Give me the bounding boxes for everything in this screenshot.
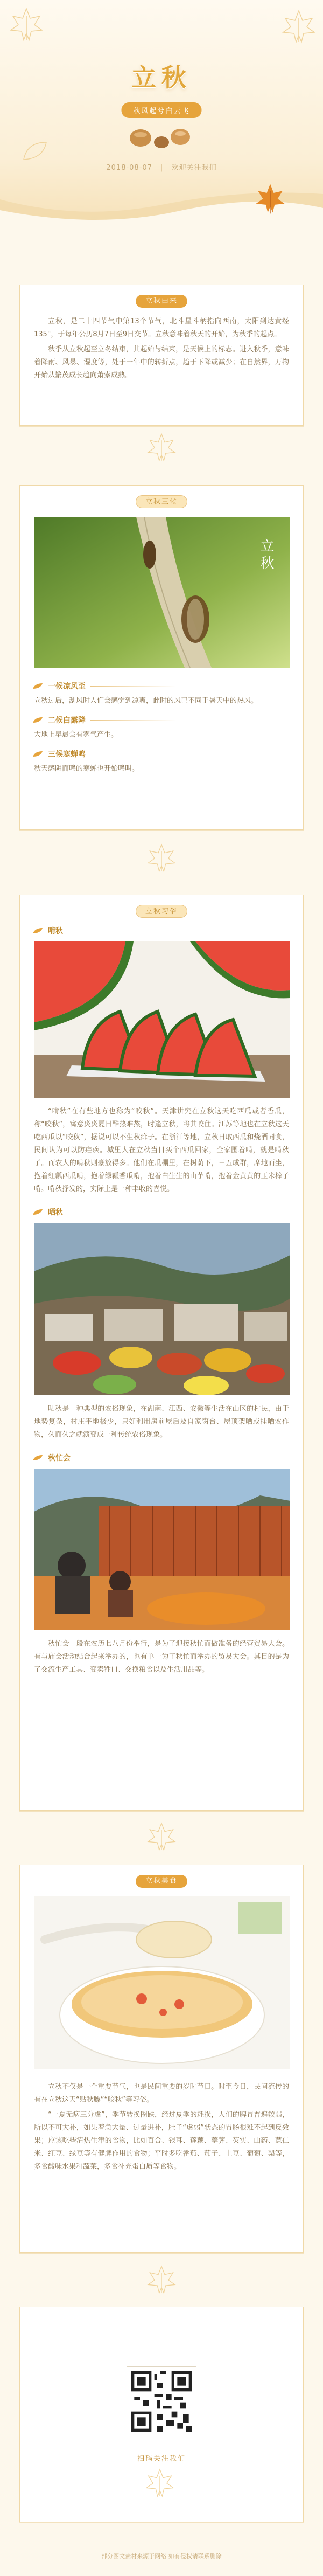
custom-text: 秋忙会一般在农历七八月份举行，是为了迎接秋忙而做准备的经营贸易大会。有与庙会活动结合起来举办的，也有单一为了秋忙而举办的贸易大会。其目的是为了交流生产工具、变卖牲口、交换粮食以及生活用品等。 <box>34 1640 289 1674</box>
watermelon-illustration <box>34 941 290 1098</box>
maple-leaf-icon <box>144 2467 176 2499</box>
qr-code-icon <box>131 2371 192 2432</box>
sanhou-card <box>19 485 304 830</box>
qr-caption: 扫码关注我们 <box>137 2455 186 2463</box>
sanhou-item-text: 大地上早晨会有雾气产生。 <box>34 731 118 739</box>
harvest-illustration <box>34 1469 290 1630</box>
qr-card <box>19 2307 304 2522</box>
footer-note: 部分图文素材来源于网络 如有侵权请联系删除 <box>101 2553 222 2560</box>
leaf-icon <box>32 1454 44 1462</box>
sun-drying-photo <box>34 1223 290 1395</box>
section-pill-food: 立秋美食 <box>136 1875 187 1888</box>
custom-text: 晒秋是一种典型的农俗现象，在湖南、江西、安徽等生活在山区的村民，由于地势复杂，村庄平地极少，只好利用房前屋后及自家窗台、屋顶架晒或挂晒农作物，久而久之就演变成一种传统农俗现象。 <box>34 1405 289 1439</box>
chestnut-icon <box>121 122 202 154</box>
custom-title: 晒秋 <box>20 1207 303 1217</box>
sanhou-item <box>20 715 303 739</box>
maple-leaf-icon <box>8 5 45 43</box>
village-illustration <box>34 1223 290 1395</box>
maple-leaf-icon <box>280 8 318 45</box>
publish-date: 2018-08-07 <box>106 164 152 172</box>
photo-caption: 立秋 <box>258 538 274 573</box>
section-pill-sanhou: 立秋三候 <box>136 495 187 508</box>
harvest-fair-photo <box>34 1469 290 1630</box>
leaf-icon <box>32 927 44 934</box>
qr-code[interactable] <box>127 2366 196 2436</box>
food-card <box>19 1865 304 2253</box>
cicada-photo <box>34 517 290 668</box>
maple-leaf-icon <box>145 431 178 463</box>
cicada-illustration <box>34 517 290 668</box>
sanhou-item <box>20 749 303 773</box>
leaf-icon <box>32 716 44 724</box>
section-pill-customs: 立秋习俗 <box>136 905 187 918</box>
intro-paragraph: 立秋，是二十四节气中第13个节气，北斗星斗柄指向西南，太阳到达黄经135°，于每年公历8月7日至9日交节。立秋意味着秋天的开始，为秋季的起点。 <box>34 317 289 338</box>
sanhou-item-title: 一候凉风至 <box>20 681 303 691</box>
follow-link[interactable]: 欢迎关注我们 <box>171 164 217 172</box>
maple-leaf-icon <box>145 2263 178 2296</box>
food-paragraph: 立秋不仅是一个重要节气，也是民间重要的岁时节日。时至今日，民间流传的有在立秋这天“贴秋膘”“咬秋”等习俗。 <box>34 2083 289 2104</box>
sanhou-item-text: 立秋过后，刮风时人们会感觉到凉爽，此时的风已不同于暑天中的热风。 <box>34 697 258 705</box>
publish-meta <box>0 162 323 172</box>
page-subtitle: 秋风起兮白云飞 <box>121 102 201 118</box>
intro-card <box>19 285 304 426</box>
page-title: 立秋 <box>131 63 192 92</box>
sanhou-list <box>20 681 303 773</box>
sanhou-item <box>20 681 303 705</box>
custom-title: 秋忙会 <box>20 1452 303 1463</box>
leaf-icon <box>32 682 44 690</box>
hero-banner <box>0 0 323 226</box>
maple-leaf-icon <box>145 1820 178 1853</box>
title-underline <box>90 686 176 687</box>
meta-separator: | <box>160 164 164 172</box>
custom-text: “啃秋”在有些地方也称为“咬秋”。天津讲究在立秋这天吃西瓜或者香瓜，称“咬秋”，寓意炎炎夏日酷热难熬，时逢立秋，将其咬住。江苏等地也在立秋这天吃西瓜以“咬秋”，据说可以不生秋痱子。在浙江等地，立秋日取西瓜和烧酒同食，民间认为可以防疟疾。城里人在立秋当日买个西瓜回家，全家围着啃，就是啃秋了。而农人的啃秋则豪放得多。他们在瓜棚里，在树荫下，三五成群，席地而坐，抱着红瓤西瓜啃，抱着绿瓤香瓜啃，抱着白生生的山芋啃，抱着金黄黄的玉米棒子啃。啃秋抒发的，实际上是一种丰收的喜悦。 <box>34 1107 289 1193</box>
soup-photo <box>34 1896 290 2069</box>
sanhou-item-text: 秋天感阴而鸣的寒蝉也开始鸣叫。 <box>34 765 139 773</box>
leaf-icon <box>32 750 44 758</box>
section-pill-intro: 立秋由来 <box>136 295 187 308</box>
title-underline <box>90 720 176 721</box>
maple-leaf-icon <box>145 842 178 874</box>
soup-illustration <box>34 1896 290 2069</box>
intro-paragraph: 秋季从立秋起至立冬结束，其起始与结束，是天候上的标志。进入秋季，意味着降雨、风暴、湿度等，处于一年中的转折点，趋于下降或减少；在自然界，万物开始从繁茂成长趋向萧索成熟。 <box>34 345 289 379</box>
customs-card <box>19 895 304 1811</box>
sanhou-item-title: 二候白露降 <box>20 715 303 725</box>
leaf-icon <box>32 1208 44 1216</box>
maple-leaf-icon <box>253 181 287 216</box>
sanhou-item-title: 三候寒蝉鸣 <box>20 749 303 759</box>
food-paragraph: “一夏无病三分虚”，季节转换圈跌，经过夏季的耗损，人们的脾胃普遍较弱，所以不可大补，如果着急大量、过量进补，肚子“虚弱”状态的胃肠很难不起到反效果；应该吃些清热生津的食物，比如百合、银耳、莲藕、荸荠、芡实、山药、薏仁米、红豆、绿豆等有健脾作用的食物；平时多吃番茄、茄子、土豆、葡萄、梨等，多食酸味水果和蔬菜，多食补充蛋白质等食物。 <box>34 2111 289 2171</box>
custom-title: 啃秋 <box>20 925 303 936</box>
watermelon-photo <box>34 941 290 1098</box>
leaf-icon <box>22 140 48 162</box>
